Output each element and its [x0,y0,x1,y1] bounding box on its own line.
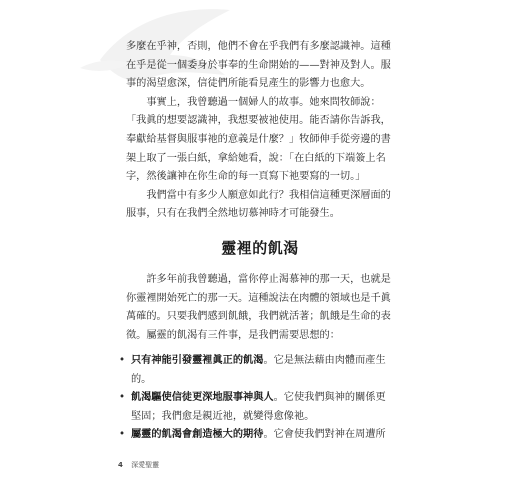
text-line: 事的渴望愈深，信徒們所能看見產生的影響力也愈大。 [126,78,371,90]
text-line: 架上取了一張白紙，拿給她看，說：「在白紙的下端簽上名 [126,152,386,164]
text-line: 事實上，我曾聽過一個婦人的故事。她來問牧師說： [126,96,381,108]
bullet-dot-icon: • [119,429,126,441]
list-item [118,352,400,389]
list-item [118,389,400,426]
bullet-emphasis: 屬靈的飢渴會創造極大的期待 [131,429,264,441]
bullet-text: 。它是無法藉由肉體而產生 [263,355,386,366]
bullet-dot-icon: • [119,355,126,366]
text-line: 在乎是從一個委身於事奉的生命開始的——對神及對人。服 [126,59,391,71]
paragraph-4 [126,271,398,345]
text-line [131,389,400,408]
book-title: 深愛聖靈 [131,461,160,469]
text-line: 「我眞的想要認識神，我想要被祂使用。能否請你告訴我， [126,115,391,127]
section-heading: 靈裡的飢渴 [221,239,299,257]
text-line [131,426,400,445]
text-line: 服事，只有在我們全然地切慕神時才可能發生。 [126,208,340,220]
text-line: 的。 [131,373,152,385]
bullet-emphasis: 只有神能引發靈裡眞正的飢渴 [131,355,264,366]
bullet-text: 。它使我們與神的關係更 [273,392,386,404]
text-line: 奉獻給基督與服事祂的意義是什麼？」牧師伸手從旁邊的書 [126,133,391,145]
bullet-emphasis: 飢渴驅使信徒更深地服事神與人 [131,392,274,404]
page-number: 4 [118,461,123,469]
text-line: 徵。屬靈的飢渴有三件事，是我們需要思想的： [126,329,340,341]
text-line [131,352,400,371]
text-line: 堅固；我們愈是親近祂，就變得愈像祂。 [131,410,315,422]
list-item [118,426,400,445]
text-line: 字，然後讓神在你生命的每一頁寫下祂要寫的一切。」 [126,171,366,183]
text-line: 多麼在乎神，否則，他們不會在乎我們有多麼認識神。這種 [126,41,391,52]
text-line: 許多年前我曾聽過，當你停止渴慕神的那一天，也就是 [126,274,391,285]
paragraph-1 [126,38,398,94]
top-text-block [126,38,398,224]
bullet-text: 。它會使我們對神在周遭所 [263,429,386,441]
section-text-block [126,271,398,345]
text-line: 萬確的。只要我們感到飢餓，我們就活著；飢餓是生命的表 [126,311,391,323]
paragraph-2 [126,94,398,187]
text-line: 我們當中有多少人願意如此行？我相信這種更深層面的 [126,189,391,201]
page-footer [118,460,159,470]
text-line: 你靈裡開始死亡的那一天。這種說法在肉體的領域也是千眞 [126,292,391,304]
bullet-list [118,352,400,445]
bullet-dot-icon: • [119,392,126,404]
paragraph-3 [126,187,398,224]
